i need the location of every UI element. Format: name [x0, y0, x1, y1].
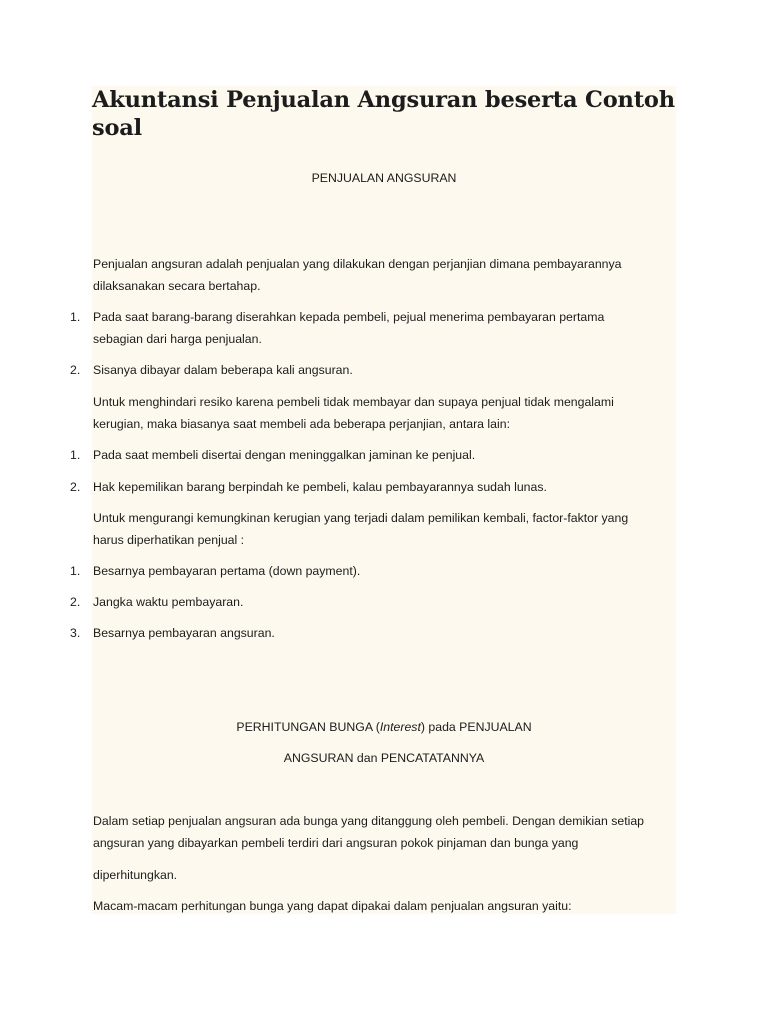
list-item-line: Jangka waktu pembayaran.	[93, 595, 244, 609]
paragraph-line: angsuran yang dibayarkan pembeli terdiri dari angsuran pokok pinjaman dan bunga yang	[93, 836, 579, 850]
list-item-line: Pada saat membeli disertai dengan meninggalkan jaminan ke penjual.	[93, 448, 476, 462]
paragraph-line: Untuk mengurangi kemungkinan kerugian yang terjadi dalam pemilikan kembali, factor-faktor yang	[93, 511, 629, 525]
list-number: 3.	[70, 626, 81, 640]
heading-italic-text: Interest	[379, 720, 421, 734]
paragraph-line: Untuk menghindari resiko karena pembeli tidak membayar dan supaya penjual tidak mengalami	[93, 395, 614, 409]
heading-text: PERHITUNGAN BUNGA (	[236, 720, 380, 734]
paragraph-line: Dalam setiap penjualan angsuran ada bunga yang ditanggung oleh pembeli. Dengan demikian setiap	[93, 814, 645, 828]
list-number: 2.	[70, 595, 81, 609]
list-item-line: Sisanya dibayar dalam beberapa kali angsuran.	[93, 363, 353, 377]
section-heading: PENJUALAN ANGSURAN	[311, 171, 457, 185]
heading-text: ) pada PENJUALAN	[420, 720, 532, 734]
list-number: 1.	[70, 564, 81, 578]
paragraph-line: kerugian, maka biasanya saat membeli ada beberapa perjanjian, antara lain:	[93, 417, 510, 431]
list-item-line: Hak kepemilikan barang berpindah ke pembeli, kalau pembayarannya sudah lunas.	[93, 480, 547, 494]
paragraph-line: Macam-macam perhitungan bunga yang dapat dipakai dalam penjualan angsuran yaitu:	[93, 899, 572, 913]
list-number: 2.	[70, 480, 81, 494]
paragraph-line: dilaksanakan secara bertahap.	[93, 279, 261, 293]
document-title: Akuntansi Penjualan Angsuran beserta Contoh soal	[92, 87, 675, 141]
document-page	[92, 86, 676, 914]
paragraph-line: Penjualan angsuran adalah penjualan yang dilakukan dengan perjanjian dimana pembayarannya	[93, 257, 622, 271]
list-number: 1.	[70, 310, 81, 324]
paragraph-line: harus diperhatikan penjual :	[93, 533, 245, 547]
section-heading	[92, 716, 676, 738]
list-item-line: sebagian dari harga penjualan.	[93, 332, 262, 346]
paragraph-line: diperhitungkan.	[93, 868, 178, 882]
list-item-line: Pada saat barang-barang diserahkan kepada pembeli, pejual menerima pembayaran pertama	[93, 310, 605, 324]
list-item-line: Besarnya pembayaran pertama (down payment).	[93, 564, 361, 578]
list-item-line: Besarnya pembayaran angsuran.	[93, 626, 275, 640]
section-heading: ANGSURAN dan PENCATATANNYA	[283, 751, 485, 765]
list-number: 2.	[70, 363, 81, 377]
list-number: 1.	[70, 448, 81, 462]
